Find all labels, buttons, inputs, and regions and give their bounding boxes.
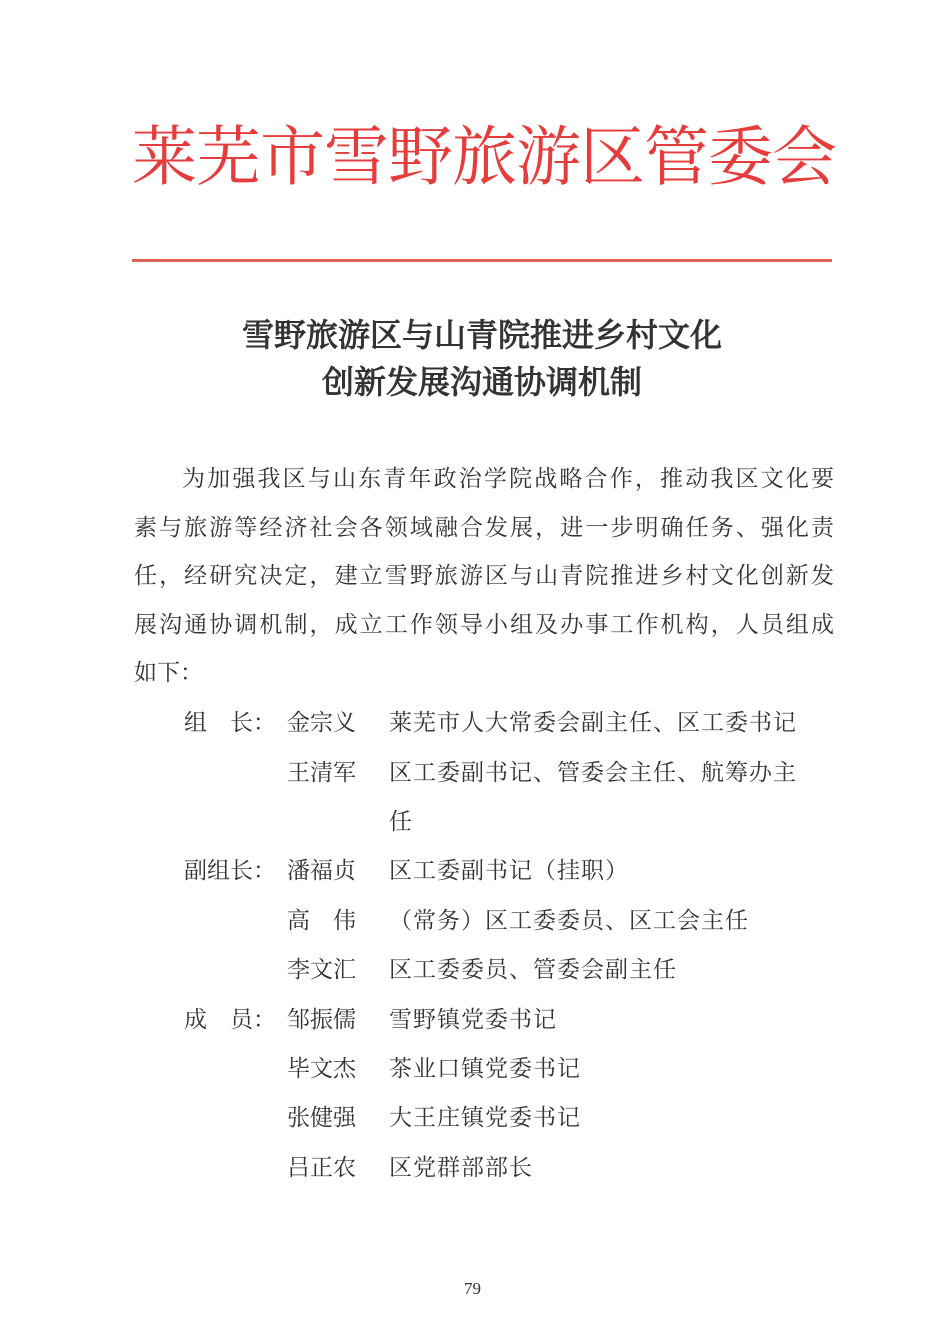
- member-row: [0, 1049, 945, 1089]
- intro-line: 素与旅游等经济社会各领域融合发展，进一步明确任务、强化责: [134, 514, 834, 541]
- member-name: 毕文杰: [287, 1056, 356, 1082]
- member-duty: 莱芜市人大常委会副主任、区工委书记: [389, 710, 797, 736]
- page-number: 79: [464, 1279, 481, 1298]
- member-duty: 区工委委员、管委会副主任: [389, 957, 677, 983]
- member-name: 张健强: [287, 1105, 356, 1131]
- member-row: [0, 851, 945, 891]
- intro-line: 任，经研究决定，建立雪野旅游区与山青院推进乡村文化创新发: [134, 563, 834, 590]
- document-title-line-2: 创新发展沟通协调机制: [321, 363, 642, 401]
- member-role: 组 长：: [184, 710, 276, 736]
- intro-line: 为加强我区与山东青年政治学院战略合作，推动我区文化要: [182, 466, 834, 492]
- member-duty: 茶业口镇党委书记: [389, 1056, 581, 1082]
- member-name: 李文汇: [287, 957, 356, 983]
- member-row: [0, 950, 945, 990]
- member-name: 金宗义: [287, 710, 356, 736]
- member-name: 吕正农: [287, 1155, 356, 1181]
- member-role: 副组长：: [184, 858, 276, 884]
- org-header-title: 莱芜市雪野旅游区管委会: [132, 120, 837, 195]
- member-role: 成 员：: [184, 1007, 276, 1033]
- member-duty: 雪野镇党委书记: [389, 1007, 557, 1033]
- member-duty: 区工委副书记、管委会主任、航筹办主: [389, 760, 797, 786]
- member-name: 高 伟: [287, 908, 356, 934]
- header-divider: [132, 259, 832, 262]
- member-duty: 区党群部部长: [389, 1155, 533, 1181]
- member-row: [0, 802, 945, 842]
- member-row: [0, 901, 945, 941]
- member-row: [0, 1148, 945, 1188]
- document-title-line-1: 雪野旅游区与山青院推进乡村文化: [241, 316, 722, 354]
- member-row: [0, 753, 945, 793]
- member-duty: 区工委副书记（挂职）: [389, 858, 629, 884]
- member-row: [0, 1000, 945, 1040]
- member-name: 潘福贞: [287, 858, 356, 884]
- member-name: 邹振儒: [287, 1007, 356, 1033]
- member-duty: （常务）区工委委员、区工会主任: [389, 908, 749, 934]
- member-row: [0, 703, 945, 743]
- intro-paragraph: [134, 455, 834, 698]
- member-duty: 大王庄镇党委书记: [389, 1105, 581, 1131]
- member-name: 王清军: [287, 760, 356, 786]
- member-row: [0, 1098, 945, 1138]
- intro-line: 展沟通协调机制，成立工作领导小组及办事工作机构，人员组成: [134, 611, 834, 638]
- member-duty: 任: [389, 809, 413, 835]
- intro-line: 如下：: [134, 660, 203, 687]
